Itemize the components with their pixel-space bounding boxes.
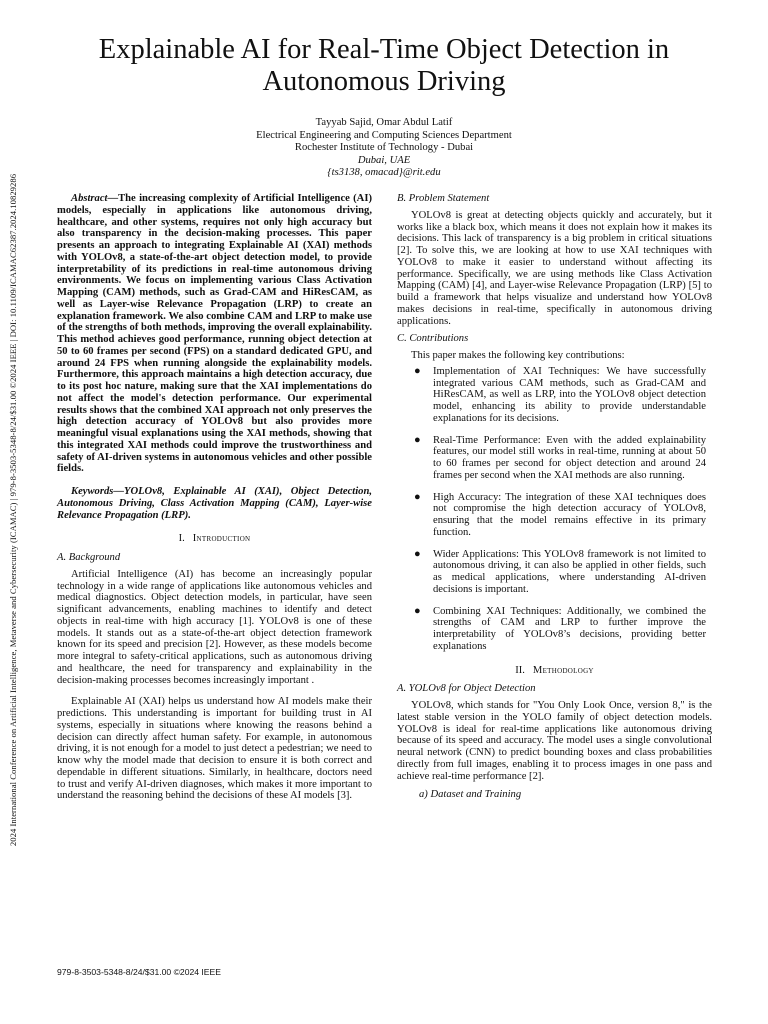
background-paragraph-1: Artificial Intelligence (AI) has become an increasingly popular technology in a wide range of applications like autonomous vehicles and medical diagnostics. Object detection models, in particular, have seen significant advancements, enabling machines to identify and detect objects in real-time with high accuracy [1]. YOLOv8 is one of these models. It stands out as a state-of-the-art object detection framework known for its speed and precision [2]. However, as these models become more integral to safety-critical applications, such as autonomous driving and healthcare, the need for transparency and explainability in the decision-making processes becomes increasingly important . [57, 568, 372, 686]
subsection-heading-background: A. Background [57, 552, 121, 563]
bullet-icon: ● [414, 604, 421, 617]
side-publication-note [2, 136, 24, 884]
keywords: Keywords—YOLOv8, Explainable AI (XAI), Object Detection, Autonomous Driving, Class Activation Mapping (CAM), Layer-wise Relevance Propagation (LRP). [57, 486, 372, 521]
author-location: Dubai, UAE [357, 154, 411, 166]
section-title: Methodology [532, 664, 594, 676]
side-note-text: 2024 International Conference on Artificial Intelligence, Metaverse and Cybersecurity (ICAMAC) | 979-8-3503-5348-8/24/$31.00 ©2024 IEEE | DOI: 10.1109/ICAMAC62387.2024.10829286 [8, 173, 19, 847]
yolo-paragraph: YOLOv8, which stands for "You Only Look Once, version 8," is the latest stable version in the YOLO family of object detection models. YOLOv8 is ideal for real-time applications like autonomous driving because of its speed and accuracy. The model uses a single convolutional neural network (CNN) to predict bounding boxes and class probabilities directly from full images, enabling it to process images in one pass and achieve real-time performance [2]. [397, 700, 712, 782]
section-heading-methodology [397, 665, 712, 677]
paper-title: Explainable AI for Real-Time Object Detection in Autonomous Driving [98, 34, 670, 97]
page-footer: 979-8-3503-5348-8/24/$31.00 ©2024 IEEE [57, 967, 222, 977]
left-column [57, 193, 372, 802]
abstract-text: —The increasing complexity of Artificial Intelligence (AI) models, especially in applications like autonomous driving, healthcare, and other systems, requires not only high accuracy but also transparency in the decision-making processes. This paper presents an approach to integrating Explainable AI (XAI) methods with YOLOv8, a state-of-the-art object detection model, to provide interpretability of its predictions in real-time autonomous driving environments. We focus on implementing various Class Activation Mapping (CAM) methods, such as Grad-CAM and HiResCAM, as well as Layer-wise Relevance Propagation (LRP) to create an explanation framework. We also combine CAM and LRP to make use of the strengths of both methods, improving the overall explainability. This method achieves good performance, running object detection at 50 to 60 frames per second (FPS) on a standard dedicated GPU, and around 24 FPS when running alongside the explainability models. Furthermore, this approach maintains a high detection accuracy, due to its post hoc nature, making sure that the XAI implementations do not affect the model's detection performance. Our experimental results shows that the combined XAI approach not only preserves the high detection accuracy of YOLOv8 but also provides more meaningful visual explanations using the XAI methods, showing that this integrated XAI methods could improve the trustworthiness and safety of AI-driven systems in autonomous vehicles and other possible fields. [57, 193, 372, 475]
bullet-icon: ● [414, 547, 421, 560]
subsection-heading-yolo: A. YOLOv8 for Object Detection [397, 683, 536, 695]
bullet-icon: ● [414, 364, 421, 377]
list-item: ● High Accuracy: The integration of these XAI techniques does not compromise the high detection accuracy of YOLOv8, ensuring that the model remains effective in its primary function. [414, 490, 706, 538]
abstract [57, 193, 372, 475]
bullet-icon: ● [414, 490, 421, 503]
section-heading-introduction [57, 533, 372, 545]
author-department: Electrical Engineering and Computing Sciences Department [256, 129, 512, 141]
problem-paragraph: YOLOv8 is great at detecting objects quickly and accurately, but it works like a black box, which means it does not explain how it makes its decisions. This lack of transparency is a big problem in critical situations [2]. To solve this, we are looking at how to use XAI techniques with YOLOv8 to make it easier to understand without affecting its performance. Specifically, we are using methods like Class Activation Mapping (CAM) [4], and Layer-wise Relevance Propagation (LRP) [5] to build a framework that helps visualize and understand how YOLOv8 makes decisions in real-time, specifically in autonomous driving applications. [397, 209, 712, 327]
section-title: Introduction [192, 533, 251, 545]
subsection-heading-problem: B. Problem Statement [397, 193, 490, 204]
author-institution: Rochester Institute of Technology - Dubai [294, 142, 474, 154]
background-paragraph-2: Explainable AI (XAI) helps us understand how AI models make their predictions. This understanding is important for building trust in AI systems, especially in situations where knowing the reasons behind a decision can directly affect human safety. For example, in autonomous driving, it is not enough for a model to just detect a pedestrian; we need to know why the model made that decision to ensure it is both correct and dependable in different situations. Similarly, in healthcare, doctors need to trust and verify AI-driven diagnoses, which makes it more important to understand the reasoning behind the decisions of these AI models [3]. [57, 696, 372, 802]
contributions-intro: This paper makes the following key contributions: [411, 350, 625, 361]
list-item: ● Real-Time Performance: Even with the added explainability features, our model still works in real-time, running at about 50 to 60 frames per second for object detection and around 24 frames per second when the XAI methods are also running. [414, 433, 706, 481]
list-item: ● Combining XAI Techniques: Additionally, we combined the strengths of CAM and LRP to further improve the interpretability of YOLOv8’s decisions, providing better explanations [414, 604, 706, 652]
abstract-lead: Abstract [71, 193, 108, 204]
section-number: II. [515, 664, 525, 676]
list-item: ● Implementation of XAI Techniques: We have successfully integrated various CAM methods, such as Grad-CAM and HiResCAM, as well as LRP, into the YOLOv8 object detection model, enhancing its ability to provide understandable explanations for its decisions. [414, 364, 706, 424]
list-item: ● Wider Applications: This YOLOv8 framework is not limited to autonomous driving, it can also be applied in other fields, such as medical applications, where understanding AI-driven decisions is important. [414, 547, 706, 595]
contributions-list [397, 366, 712, 653]
subsubsection-heading-dataset: a) Dataset and Training [419, 789, 522, 801]
section-number: I. [178, 533, 185, 545]
author-block [160, 117, 608, 180]
right-column [397, 193, 712, 801]
subsection-heading-contributions: C. Contributions [397, 333, 469, 345]
author-email: {ts3138, omacad}@rit.edu [327, 167, 441, 179]
bullet-icon: ● [414, 433, 421, 446]
author-names: Tayyab Sajid, Omar Abdul Latif [315, 117, 453, 128]
